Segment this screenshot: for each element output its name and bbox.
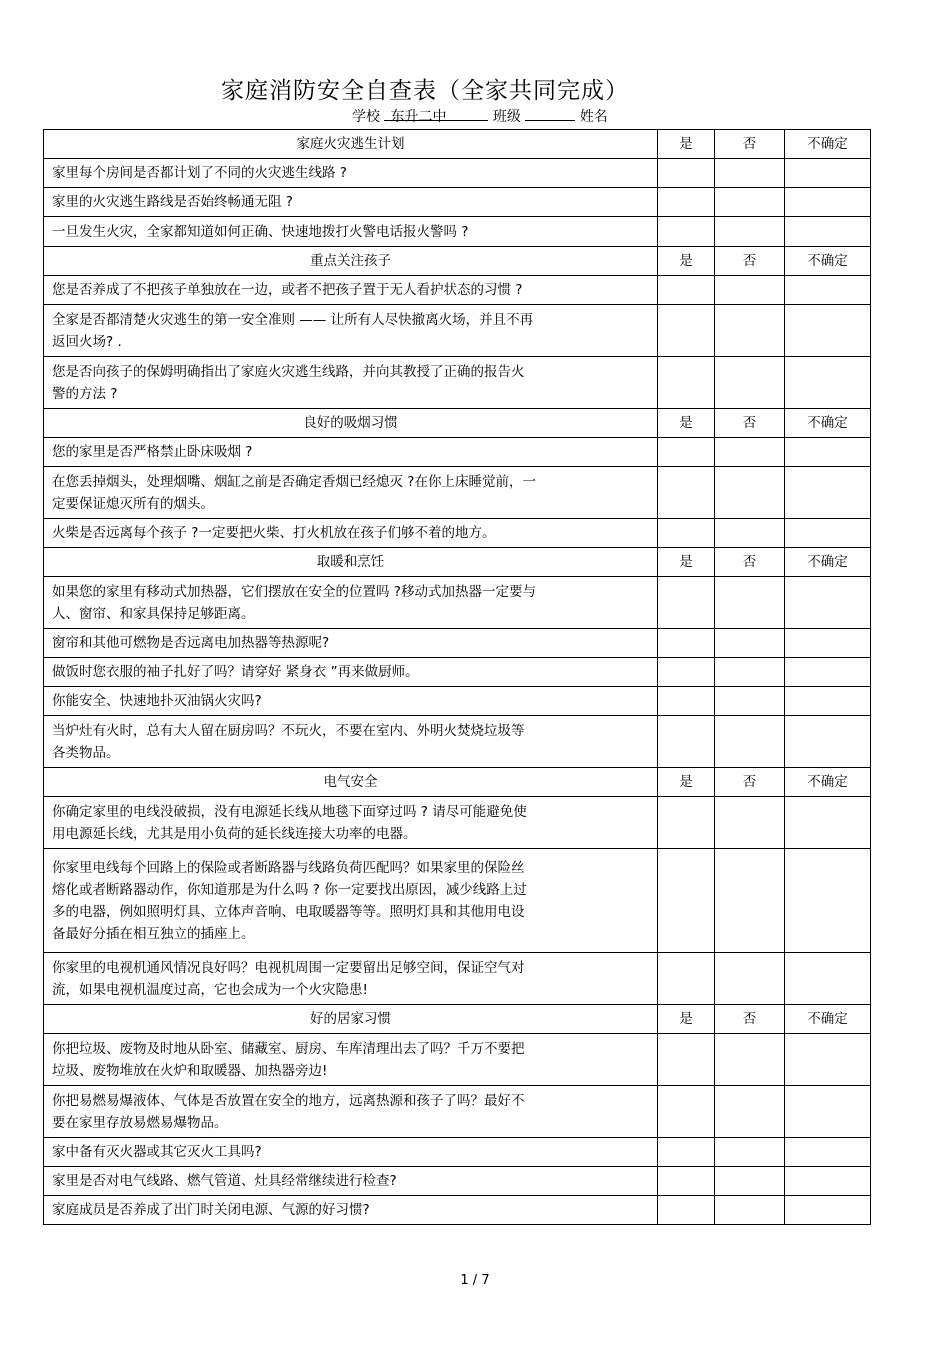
answer-no-cell[interactable]	[715, 217, 785, 247]
answer-no-cell[interactable]	[715, 716, 785, 768]
question-text: 当炉灶有火时，总有大人留在厨房吗？不玩火，不要在室内、外明火焚烧垃圾等 各类物品。	[44, 716, 658, 768]
answer-yes-cell[interactable]	[658, 1034, 715, 1086]
section-header-row	[44, 768, 871, 797]
column-header: 否	[715, 247, 785, 276]
answer-yes-cell[interactable]	[658, 188, 715, 217]
question-text: 你确定家里的电线没破损，没有电源延长线从地毯下面穿过吗 ? 请尽可能避免使 用电源延长线，尤其是用小负荷的延长线连接大功率的电器。	[44, 797, 658, 849]
question-row	[44, 438, 871, 467]
answer-unsure-cell[interactable]	[785, 629, 871, 658]
answer-unsure-cell[interactable]	[785, 276, 871, 305]
section-heading: 取暖和烹饪	[44, 548, 658, 577]
answer-yes-cell[interactable]	[658, 217, 715, 247]
column-header: 不确定	[785, 768, 871, 797]
question-text: 火柴是否远离每个孩子 ?一定要把火柴、打火机放在孩子们够不着的地方。	[44, 519, 658, 548]
question-text: 您是否养成了不把孩子单独放在一边，或者不把孩子置于无人看护状态的习惯 ?	[44, 276, 658, 305]
question-row	[44, 716, 871, 768]
question-row	[44, 519, 871, 548]
answer-unsure-cell[interactable]	[785, 519, 871, 548]
answer-unsure-cell[interactable]	[785, 159, 871, 188]
answer-no-cell[interactable]	[715, 305, 785, 357]
page-title: 家庭消防安全自查表（全家共同完成）	[221, 78, 629, 104]
question-row	[44, 159, 871, 188]
section-header-row	[44, 1005, 871, 1034]
question-row	[44, 188, 871, 217]
section-header-row	[44, 130, 871, 159]
question-text: 你把易燃易爆液体、气体是否放置在安全的地方，远离热源和孩子了吗？最好不 要在家里存放易燃易爆物品。	[44, 1086, 658, 1138]
question-row	[44, 849, 871, 953]
answer-no-cell[interactable]	[715, 1138, 785, 1167]
question-text: 你家里电线每个回路上的保险或者断路器与线路负荷匹配吗？如果家里的保险丝 熔化或者断路器动作，你知道那是为什么吗 ? 你一定要找出原因，减少线路上过 多的电器，例如照明灯具、立体声音响、电取暖器等等。照明灯具和其他用电设 备最好分插在相互独立的插座上。	[44, 849, 658, 953]
answer-no-cell[interactable]	[715, 658, 785, 687]
question-row	[44, 1196, 871, 1225]
section-header-row	[44, 409, 871, 438]
answer-yes-cell[interactable]	[658, 658, 715, 687]
question-text: 一旦发生火灾，全家都知道如何正确、快速地拨打火警电话报火警吗 ?	[44, 217, 658, 247]
school-info-line	[352, 106, 608, 126]
column-header: 否	[715, 130, 785, 159]
answer-unsure-cell[interactable]	[785, 577, 871, 629]
question-text: 你能安全、快速地扑灭油锅火灾吗?	[44, 687, 658, 716]
answer-unsure-cell[interactable]	[785, 658, 871, 687]
section-heading: 家庭火灾逃生计划	[44, 130, 658, 159]
answer-no-cell[interactable]	[715, 849, 785, 953]
question-row	[44, 357, 871, 409]
question-row	[44, 629, 871, 658]
column-header: 不确定	[785, 247, 871, 276]
answer-unsure-cell[interactable]	[785, 716, 871, 768]
column-header: 是	[658, 548, 715, 577]
answer-unsure-cell[interactable]	[785, 305, 871, 357]
question-text: 如果您的家里有移动式加热器，它们摆放在安全的位置吗 ?移动式加热器一定要与 人、窗帘、和家具保持足够距离。	[44, 577, 658, 629]
answer-unsure-cell[interactable]	[785, 797, 871, 849]
question-row	[44, 1138, 871, 1167]
column-header: 是	[658, 130, 715, 159]
answer-yes-cell[interactable]	[658, 159, 715, 188]
question-text: 您的家里是否严格禁止卧床吸烟 ?	[44, 438, 658, 467]
question-row	[44, 305, 871, 357]
answer-no-cell[interactable]	[715, 1086, 785, 1138]
answer-yes-cell[interactable]	[658, 629, 715, 658]
question-row	[44, 1034, 871, 1086]
section-heading: 好的居家习惯	[44, 1005, 658, 1034]
answer-no-cell[interactable]	[715, 687, 785, 716]
question-row	[44, 1167, 871, 1196]
question-row	[44, 276, 871, 305]
answer-unsure-cell[interactable]	[785, 1086, 871, 1138]
section-heading: 电气安全	[44, 768, 658, 797]
answer-unsure-cell[interactable]	[785, 357, 871, 409]
question-text: 您是否向孩子的保姆明确指出了家庭火灾逃生线路，并向其教授了正确的报告火 警的方法 ?	[44, 357, 658, 409]
answer-yes-cell[interactable]	[658, 577, 715, 629]
question-row	[44, 658, 871, 687]
question-text: 你把垃圾、废物及时地从卧室、储藏室、厨房、车库清理出去了吗？千万不要把 垃圾、废物堆放在火炉和取暖器、加热器旁边!	[44, 1034, 658, 1086]
question-text: 家里每个房间是否都计划了不同的火灾逃生线路 ?	[44, 159, 658, 188]
school-value: 东升二中	[390, 109, 447, 125]
class-label: 班级	[492, 109, 521, 125]
answer-yes-cell[interactable]	[658, 1086, 715, 1138]
answer-yes-cell[interactable]	[658, 305, 715, 357]
column-header: 是	[658, 1005, 715, 1034]
answer-yes-cell[interactable]	[658, 953, 715, 1005]
section-header-row	[44, 548, 871, 577]
question-text: 家中备有灭火器或其它灭火工具吗?	[44, 1138, 658, 1167]
answer-no-cell[interactable]	[715, 188, 785, 217]
answer-no-cell[interactable]	[715, 467, 785, 519]
answer-unsure-cell[interactable]	[785, 217, 871, 247]
column-header: 否	[715, 409, 785, 438]
question-row	[44, 953, 871, 1005]
answer-no-cell[interactable]	[715, 797, 785, 849]
section-heading: 良好的吸烟习惯	[44, 409, 658, 438]
question-row	[44, 467, 871, 519]
school-field	[384, 106, 488, 125]
answer-no-cell[interactable]	[715, 357, 785, 409]
section-heading: 重点关注孩子	[44, 247, 658, 276]
answer-unsure-cell[interactable]	[785, 687, 871, 716]
checklist-table	[43, 129, 871, 1225]
question-text: 全家是否都清楚火灾逃生的第一安全准则 —— 让所有人尽快撤离火场，并且不再 返回火场? .	[44, 305, 658, 357]
column-header: 是	[658, 768, 715, 797]
answer-no-cell[interactable]	[715, 1034, 785, 1086]
column-header: 否	[715, 1005, 785, 1034]
answer-unsure-cell[interactable]	[785, 188, 871, 217]
school-label: 学校	[352, 109, 380, 125]
answer-yes-cell[interactable]	[658, 357, 715, 409]
answer-yes-cell[interactable]	[658, 1138, 715, 1167]
answer-unsure-cell[interactable]	[785, 1138, 871, 1167]
answer-yes-cell[interactable]	[658, 849, 715, 953]
column-header: 否	[715, 548, 785, 577]
page-number: 1 / 7	[460, 1273, 490, 1288]
question-text: 做饭时您衣服的袖子扎好了吗？请穿好 紧身衣 ”再来做厨师。	[44, 658, 658, 687]
answer-unsure-cell[interactable]	[785, 1196, 871, 1225]
question-text: 家里的火灾逃生路线是否始终畅通无阻 ?	[44, 188, 658, 217]
column-header: 不确定	[785, 409, 871, 438]
answer-unsure-cell[interactable]	[785, 1167, 871, 1196]
answer-yes-cell[interactable]	[658, 519, 715, 548]
answer-yes-cell[interactable]	[658, 276, 715, 305]
answer-no-cell[interactable]	[715, 159, 785, 188]
column-header: 是	[658, 247, 715, 276]
question-row	[44, 577, 871, 629]
column-header: 不确定	[785, 1005, 871, 1034]
answer-yes-cell[interactable]	[658, 1196, 715, 1225]
column-header: 不确定	[785, 130, 871, 159]
question-text: 家庭成员是否养成了出门时关闭电源、气源的好习惯?	[44, 1196, 658, 1225]
answer-no-cell[interactable]	[715, 577, 785, 629]
question-text: 窗帘和其他可燃物是否远离电加热器等热源呢?	[44, 629, 658, 658]
class-field	[525, 106, 575, 121]
answer-unsure-cell[interactable]	[785, 438, 871, 467]
name-label: 姓名	[579, 109, 608, 125]
answer-no-cell[interactable]	[715, 519, 785, 548]
question-text: 家里是否对电气线路、燃气管道、灶具经常继续进行检查?	[44, 1167, 658, 1196]
question-row	[44, 797, 871, 849]
column-header: 否	[715, 768, 785, 797]
answer-no-cell[interactable]	[715, 276, 785, 305]
answer-no-cell[interactable]	[715, 1167, 785, 1196]
answer-no-cell[interactable]	[715, 438, 785, 467]
answer-no-cell[interactable]	[715, 953, 785, 1005]
section-header-row	[44, 247, 871, 276]
answer-no-cell[interactable]	[715, 629, 785, 658]
column-header: 是	[658, 409, 715, 438]
question-row	[44, 1086, 871, 1138]
column-header: 不确定	[785, 548, 871, 577]
answer-no-cell[interactable]	[715, 1196, 785, 1225]
answer-yes-cell[interactable]	[658, 438, 715, 467]
answer-unsure-cell[interactable]	[785, 467, 871, 519]
question-row	[44, 217, 871, 247]
question-text: 你家里的电视机通风情况良好吗？电视机周围一定要留出足够空间，保证空气对 流，如果电视机温度过高，它也会成为一个火灾隐患!	[44, 953, 658, 1005]
answer-yes-cell[interactable]	[658, 716, 715, 768]
question-text: 在您丢掉烟头，处理烟嘴、烟缸之前是否确定香烟已经熄灭 ?在你上床睡觉前，一 定要保证熄灭所有的烟头。	[44, 467, 658, 519]
answer-unsure-cell[interactable]	[785, 953, 871, 1005]
answer-unsure-cell[interactable]	[785, 1034, 871, 1086]
answer-yes-cell[interactable]	[658, 797, 715, 849]
answer-yes-cell[interactable]	[658, 1167, 715, 1196]
answer-yes-cell[interactable]	[658, 687, 715, 716]
question-row	[44, 687, 871, 716]
answer-yes-cell[interactable]	[658, 467, 715, 519]
answer-unsure-cell[interactable]	[785, 849, 871, 953]
